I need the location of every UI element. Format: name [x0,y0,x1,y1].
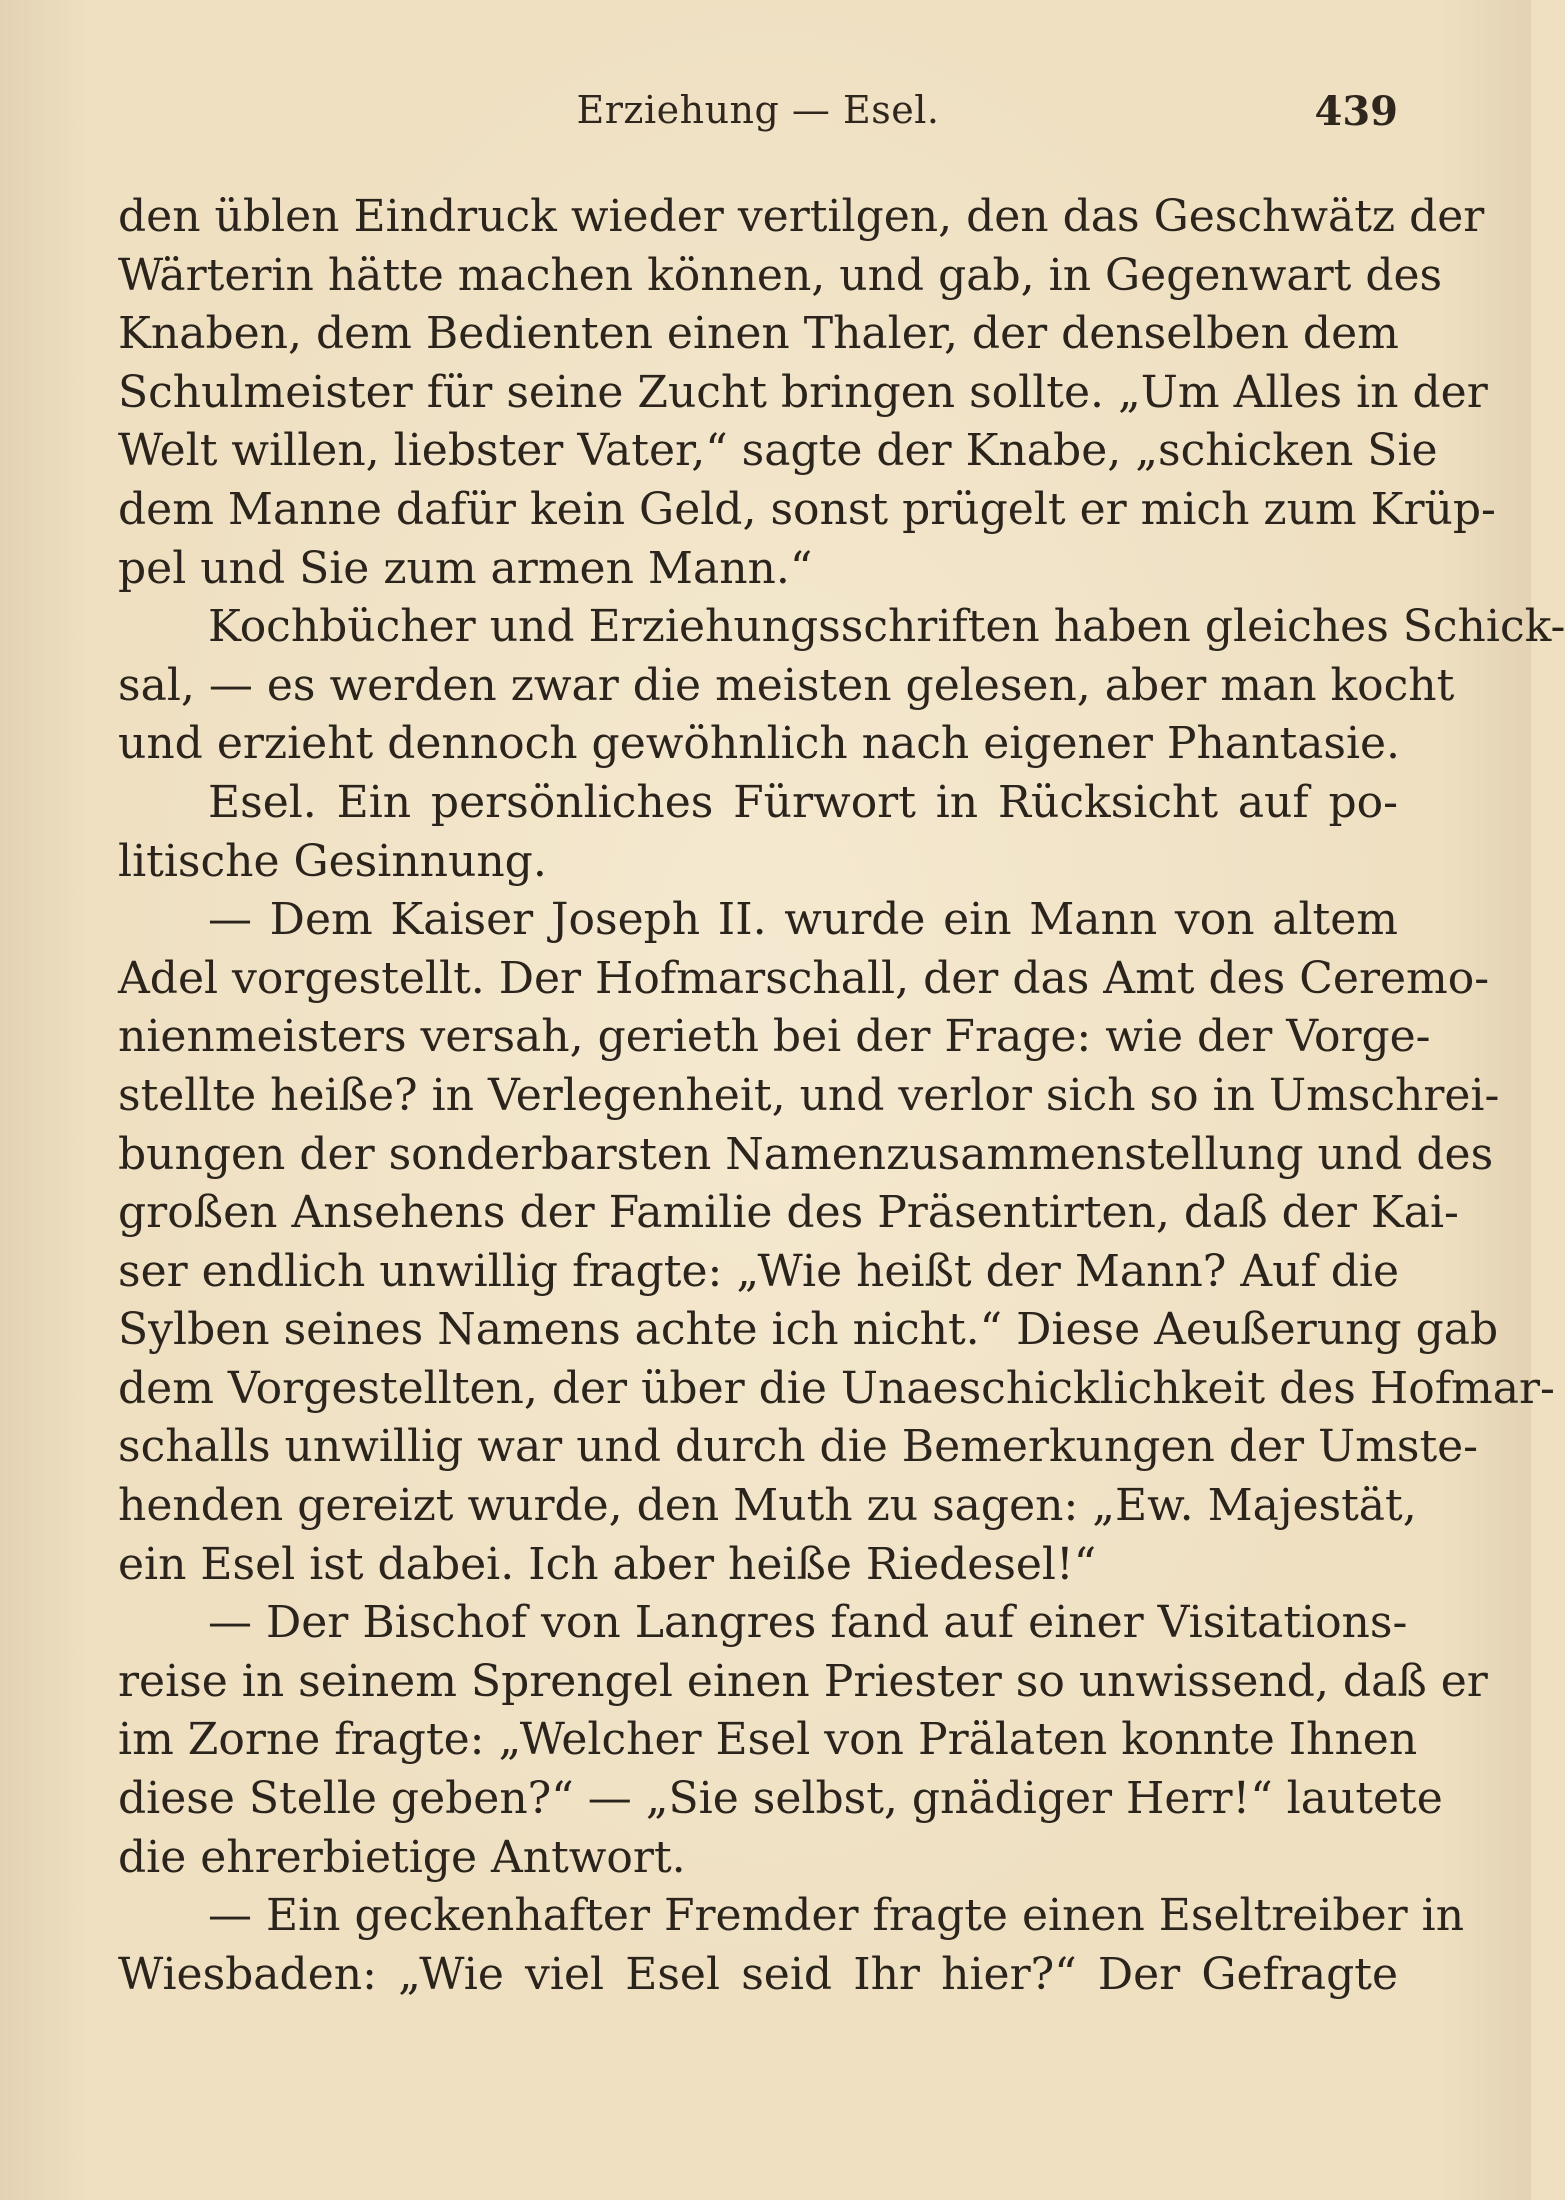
text-line: sal, — es werden zwar die meisten gelesen, aber man kocht [118,659,1455,711]
text-line: Adel vorgestellt. Der Hofmarschall, der das Amt des Ceremo- [118,952,1490,1004]
text-line: nienmeisters versah, gerieth bei der Frage: wie der Vorge- [118,1011,1431,1063]
text-line: dem Vorgestellten, der über die Unaeschicklichkeit des Hofmar- [118,1362,1555,1414]
text-line: diese Stelle geben?“ — „Sie selbst, gnädiger Herr!“ lautete [118,1773,1443,1825]
text-line: Wärterin hätte machen können, und gab, in Gegenwart des [118,249,1443,301]
text-line: pel und Sie zum armen Mann.“ [118,542,813,594]
text-line: henden gereizt wurde, den Muth zu sagen: „Ew. Majestät, [118,1480,1417,1532]
text-line: Sylben seines Namens achte ich nicht.“ Diese Aeußerung gab [118,1304,1499,1356]
running-head: Erziehung — Esel. [576,88,940,132]
page-header [118,88,1398,148]
entry-heading-line: Esel. Ein persönliches Fürwort in Rücksicht auf po- [208,776,1398,828]
text-line: schalls unwillig war und durch die Bemerkungen der Umste- [118,1421,1479,1473]
text-line: Welt willen, liebster Vater,“ sagte der Knabe, „schicken Sie [118,425,1438,477]
text-line: den üblen Eindruck wieder vertilgen, den das Geschwätz der [118,191,1485,242]
text-line: Schulmeister für seine Zucht bringen sollte. „Um Alles in der [118,366,1488,418]
text-line: Knaben, dem Bedienten einen Thaler, der denselben dem [118,308,1399,360]
text-line: — Der Bischof von Langres fand auf einer Visitations- [208,1597,1408,1649]
text-line: im Zorne fragte: „Welcher Esel von Prälaten konnte Ihnen [118,1714,1418,1766]
text-line: — Ein geckenhafter Fremder fragte einen Eseltreiber in [208,1890,1465,1942]
text-line: stellte heiße? in Verlegenheit, und verlor sich so in Umschrei- [118,1069,1500,1121]
text-line: dem Manne dafür kein Geld, sonst prügelt er mich zum Krüp- [118,483,1496,535]
body-text [118,188,1565,2004]
text-line: ein Esel ist dabei. Ich aber heiße Riedesel!“ [118,1538,1097,1590]
text-line: litische Gesinnung. [118,835,547,887]
text-line: bungen der sonderbarsten Namenzusammenstellung und des [118,1128,1494,1180]
page-number: 439 [1314,88,1398,135]
text-line: ser endlich unwillig fragte: „Wie heißt der Mann? Auf die [118,1245,1400,1297]
text-line: Wiesbaden: „Wie viel Esel seid Ihr hier?“ Der Gefragte [118,1948,1398,2000]
text-line: reise in seinem Sprengel einen Priester so unwissend, daß er [118,1655,1488,1707]
text-line: — Dem Kaiser Joseph II. wurde ein Mann von altem [208,894,1398,946]
text-line: und erzieht dennoch gewöhnlich nach eigener Phantasie. [118,718,1401,770]
text-line: großen Ansehens der Familie des Präsentirten, daß der Kai- [118,1187,1459,1239]
text-line: die ehrerbietige Antwort. [118,1831,686,1883]
text-line: Kochbücher und Erziehungsschriften haben gleiches Schick- [208,601,1565,653]
